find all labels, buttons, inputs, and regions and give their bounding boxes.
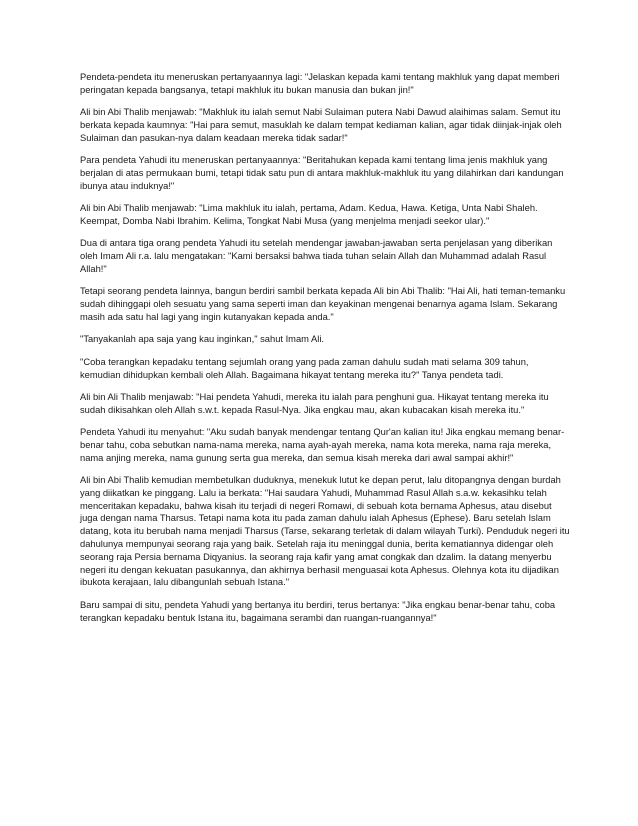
paragraph-1: Pendeta-pendeta itu meneruskan pertanyaannya lagi: "Jelaskan kepada kami tentang makhluk yang dapat memberi peringatan kepada bangsanya, tetapi makhluk itu bukan manusia dan bukan jin!"	[80, 72, 560, 95]
paragraph-6: Tetapi seorang pendeta lainnya, bangun berdiri sambil berkata kepada Ali bin Abi Thalib: "Hai Ali, hati teman-temanku sudah dihinggapi oleh sesuatu yang sama seperti iman dan keyakinan mengenai benarnya agama Islam. Sekarang masih ada satu hal lagi yang ingin kutanyakan kepada anda."	[80, 286, 566, 322]
paragraph-2: Ali bin Abi Thalib menjawab: "Makhluk itu ialah semut Nabi Sulaiman putera Nabi Dawud alaihimas salam. Semut itu berkata kepada kaumnya: "Hai para semut, masuklah ke dalam tempat kediaman kalian, agar tidak diinjak-injak oleh Sulaiman dan pasukan-nya dalam keadaan mereka tidak sadar!"	[80, 107, 562, 143]
paragraph-4: Ali bin Abi Thalib menjawab: "Lima makhluk itu ialah, pertama, Adam. Kedua, Hawa. Ketiga, Unta Nabi Shaleh. Keempat, Domba Nabi Ibrahim. Kelima, Tongkat Nabi Musa (yang menjelma menjadi seekor ular)."	[80, 203, 538, 226]
paragraph-10: Pendeta Yahudi itu menyahut: "Aku sudah banyak mendengar tentang Qur'an kalian itu! Jika engkau memang benar-benar tahu, coba sebutkan nama-nama mereka, nama ayah-ayah mereka, nama kota mereka, nama raja mereka, nama anjing mereka, nama gunung serta gua mereka, dan semua kisah mereka dari awal sampai akhir!"	[80, 427, 565, 463]
paragraph-7: "Tanyakanlah apa saja yang kau inginkan," sahut Imam Ali.	[80, 334, 325, 345]
paragraph-5: Dua di antara tiga orang pendeta Yahudi itu setelah mendengar jawaban-jawaban serta penjelasan yang diberikan oleh Imam Ali r.a. lalu mengatakan: "Kami bersaksi bahwa tiada tuhan selain Allah dan Muhammad adalah Rasul Allah!"	[80, 238, 553, 274]
paragraph-12: Baru sampai di situ, pendeta Yahudi yang bertanya itu berdiri, terus bertanya: "Jika engkau benar-benar tahu, coba terangkan kepadaku bentuk Istana itu, bagaimana serambi dan ruangan-ruangannya!"	[80, 599, 556, 623]
paragraph-11: Ali bin Abi Thalib kemudian membetulkan duduknya, menekuk lutut ke depan perut, lalu ditopangnya dengan burdah yang diikatkan ke pinggang. Lalu ia berkata: "Hai saudara Yahudi, Muhammad Rasul Allah s.a.w. kekasihku telah menceritakan kepadaku, bahwa kisah itu terjadi di negeri Romawi, di sebuah kota bernama Aphesus, atau disebut juga dengan nama Tharsus. Tetapi nama kota itu pada zaman dahulu ialah Aphesus (Ephese). Baru setelah Islam datang, kota itu berubah nama menjadi Tharsus (Tarse, sekarang terletak di dalam wilayah Turki). Penduduk negeri itu dahulunya mempunyai seorang raja yang baik. Setelah raja itu meninggal dunia, berita kematiannya didengar oleh seorang raja Persia bernama Diqyanius. Ia seorang raja kafir yang amat congkak dan dzalim. Ia datang menyerbu negeri itu dengan kekuatan pasukannya, dan akhirnya berhasil menguasai kota Aphesus. Olehnya kota itu dijadikan ibukota kerajaan, lalu dibangunlah sebuah Istana."	[80, 475, 570, 588]
paragraph-3: Para pendeta Yahudi itu meneruskan pertanyaannya: "Beritahukan kepada kami tentang lima jenis makhluk yang berjalan di atas permukaan bumi, tetapi tidak satu pun di antara makhluk-makhluk itu yang dilahirkan dari kandungan ibunya atau induknya!"	[80, 155, 564, 191]
document-page	[80, 71, 570, 634]
paragraph-9: Ali bin Ali Thalib menjawab: "Hai pendeta Yahudi, mereka itu ialah para penghuni gua. Hikayat tentang mereka itu sudah dikisahkan oleh Allah s.w.t. kepada Rasul-Nya. Jika engkau mau, akan kubacakan kisah mereka itu."	[80, 391, 549, 415]
paragraph-8: "Coba terangkan kepadaku tentang sejumlah orang yang pada zaman dahulu sudah mati selama 309 tahun, kemudian dihidupkan kembali oleh Allah. Bagaimana hikayat tentang mereka itu?" Tanya pendeta tadi.	[80, 356, 529, 380]
